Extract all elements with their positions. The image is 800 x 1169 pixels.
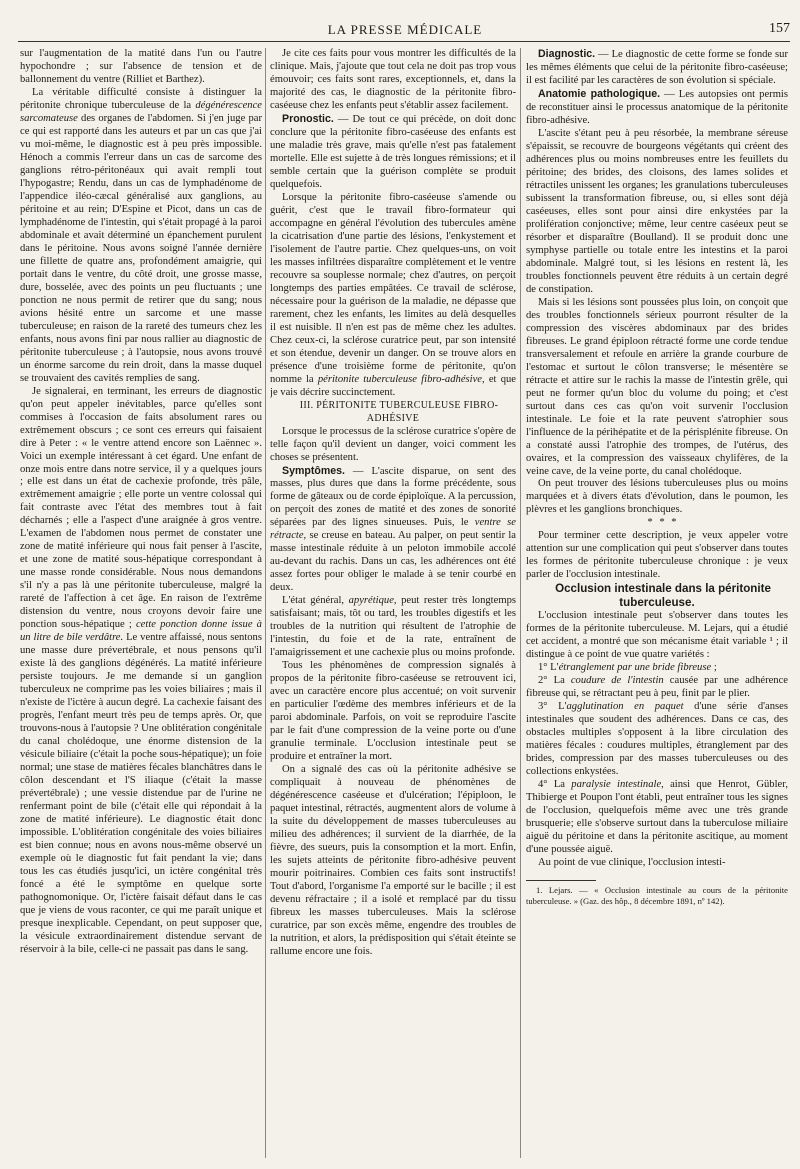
paragraph: On a signalé des cas où la péritonite adhésive se compliquait à nouveau de phénomènes de dégénérescence caséeuse et d'ulcération; l'épiploon, le paquet intestinal, rétractés, augmentent alors de volume à la suite du développement de masses tuberculeuses au milieu des adhérences; il survient de la diarrhée, de la fièvre, des sueurs, puis la consomption et la mort. Enfin, les sujets atteints de péritonite fibro-adhésive peuvent mourir poitrinaires. Combien ces faits sont instructifs! Tout d'abord, l'organisme l'a emporté sur le bacille ; il est devenu réfractaire ; il a isolé et remplacé par du tissu fibreux les masses tuberculeuses. Mais la sclérose curatrice, par son excès même, engendre des troubles de la nutrition, et alors, la prédisposition qui s'était éteinte se rallume encore une fois. bbox=[270, 764, 516, 957]
paragraph-symptomes: Symptômes. — L'ascite disparue, on sent des masses, plus dures que dans la forme précédente, sous forme de gâteaux ou de corde épiploïque. A la percussion, on perçoit des zones de matité et des zones de sonorité séparées par des lignes sinueuses. Puis, le ventre se rétracte, se creuse en bateau. Au palper, on peut sentir la masse intestinale réduite à un peloton immobile accolé au-devant du rachis. Dans un cas, les adhérences ont été assez fortes pour obliger le malade à se tenir courbé en deux. bbox=[270, 464, 516, 594]
list-item: 4° La paralysie intestinale, ainsi que Henrot, Gübler, Thibierge et Poupon l'ont établi, peut entraîner tous les signes de l'occlusion, quelquefois même avec une très grande brusquerie; elle s'observe surtout dans la tuberculose miliaire aiguë du péritoine et dans la péritonite ascitique, au moment d'une poussée aiguë. bbox=[526, 779, 788, 856]
column-divider-2 bbox=[520, 48, 521, 1158]
heading-anatomie: Anatomie pathologique. bbox=[538, 87, 661, 100]
paragraph: Mais si les lésions sont poussées plus loin, on conçoit que des troubles fonctionnels sérieux pourront résulter de la compression des viscères abdominaux par des brides fibreuses. Le grand épiploon rétracté forme une corde tendue transversalement et refoule en arrière la grande courbure de l'estomac et surtout le côlon transverse; le mésentère se rétracte et attire sur le rachis la masse de l'intestin grêle, qui peut ne former qu'un bloc du volume du poing; et c'est surtout dans ces cas qu'on voit survenir l'occlusion intestinale. Le foie et la rate peuvent s'atrophier sous l'influence de la périhépatite et de la périsplénite fibreuse. On a constaté aussi l'atrophie des trompes, de l'utérus, des ovaires, et la compression des vaisseaux chylifères, de la veine cave, de la veine porte, du canal cholédoque. bbox=[526, 296, 788, 477]
paragraph: Au point de vue clinique, l'occlusion intesti- bbox=[538, 857, 726, 869]
paragraph: Lorsque le processus de la sclérose curatrice s'opère de telle façon qu'il devient un danger, voici comment les choses se présentent. bbox=[270, 425, 516, 463]
column-3 bbox=[526, 48, 788, 1158]
header-rule bbox=[18, 41, 790, 42]
paragraph: L'ascite s'étant peu à peu résorbée, la membrane séreuse s'épaissit, se recouvre de bourgeons végétants qui créent des adhérences plus ou moins nombreuses entre les feuillets du péritoine; des brides, des cloisons, des lames solides et rétractiles unissent les organes; les granulations tuberculeuses subissent la transformation fibreuse, ou, si elles sont déjà caséeuses, elles sont pour ainsi dire enkystées par la prolifération conjonctive; même, leur centre caséeux peut se résorber et disparaître (Boulland). Il se produit donc une symphyse partielle ou totale entre les intestins et la paroi abdominale. Malgré tout, si les lésions en restent là, les troubles fonctionnels peuvent être réduits à un certain degré de constipation. bbox=[526, 127, 788, 295]
paragraph-diagnostic: Diagnostic. — Le diagnostic de cette forme se fonde sur les mêmes éléments que celui de la péritonite fibro-caséeuse; il est facilité par les caractères de son évolution si spéciale. bbox=[526, 48, 788, 86]
subheading-occlusion: Occlusion intestinale dans la péritonite tuberculeuse. bbox=[555, 582, 771, 610]
paragraph: L'état général, apyrétique, peut rester très longtemps satisfaisant; mais, tôt ou tard, les troubles digestifs et les troubles de la nutrition qui résultent de l'atrophie de l'intestin, du foie et de la rate, entraînent de l'amaigrissement et une cachexie plus ou moins profonde. bbox=[270, 595, 516, 659]
heading-diagnostic: Diagnostic. bbox=[538, 48, 596, 60]
paragraph: Lorsque la péritonite fibro-caséeuse s'amende ou guérit, c'est que le travail fibro-formateur qui accompagne en général l'évolution des tubercules amène la cicatrisation d'une partie des lésions, l'enkystement et l'isolement de l'autre partie. Chez quelques-uns, on voit les masses infiltrées disparaître complètement et le ventre recouvre sa souplesse normale; chez d'autres, on perçoit longtemps des parties empâtées. Ce travail de sclérose, nécessaire pour la guérison de la maladie, ne dépasse que rarement, chez les enfants, les limites au delà desquelles il est nuisible. Il n'en est pas de même chez les adultes. Chez ceux-ci, la sclérose curatrice peut, par son intensité et son étendue, devenir un danger. On se trouve alors en présence d'une troisième forme de péritonite, qu'on nomme la péritonite tuberculeuse fibro-adhésive, et que je vais décrire succinctement. bbox=[270, 191, 516, 398]
column-1 bbox=[20, 48, 262, 1158]
section-title: III. PÉRITONITE TUBERCULEUSE FIBRO-ADHÉSIVE bbox=[299, 399, 499, 424]
page-number: 157 bbox=[769, 21, 790, 36]
column-divider-1 bbox=[265, 48, 266, 1158]
heading-symptomes: Symptômes. bbox=[282, 464, 345, 477]
footnote bbox=[526, 885, 788, 906]
column-2 bbox=[270, 48, 516, 1158]
paragraph: La véritable difficulté consiste à distinguer la péritonite chronique tuberculeuse de la dégénérescence sarcomateuse des organes de l'abdomen. Si j'en juge par ce qui est rapporté dans les auteurs et par un cas que j'ai vu moi-même, le diagnostic est à peu près impossible. Hénoch a commis l'erreur dans un cas de sarcome des ganglions rétro-péritonéaux qui avait rempli tout l'hypogastre; Rendu, dans un cas de lymphadénome de l'appendice iléo-cæcal généralisé aux ganglions, au péritoine et au rein; D'Espine et Picot, dans un cas de lymphadénome de l'intestin, qui s'était propagé à la paroi abdominale et avait déterminé un épanchement purulent dans le péritoine. Nous avons soigné l'année dernière une fillette de quatre ans, profondément amaigrie, qui portait dans le ventre, du côté droit, une grosse masse, dure, bosselée, avec des points un peu fluctuants ; une ponction ne nous permit de retirer que du sang; nous avions hésité entre un sarcome et une masse tuberculeuse; en raison de la rareté des tumeurs chez les enfants, nous avons fini par nous rallier au diagnostic de péritonite tuberculeuse ; à l'autopsie, nous avons trouvé un énorme sarcome du rein droit, dans la masse duquel se trouvaient des cavités remplies de sang. bbox=[20, 86, 262, 384]
paragraph: Je signalerai, en terminant, les erreurs de diagnostic qu'on peut appeler inévitables, parce qu'elles sont commises à l'occasion de faits absolument rares ou extrêmement obscurs ; ce sont ces erreurs qui faisaient dire à Peter : « le ventre attend encore son Laënnec ». Voici un exemple intéressant à cet égard. Une enfant de onze mois entre dans notre service, il y a quelques jours ; elle est dans un état de cachexie profonde, très pâle, extrêmement amaigrie ; elle porte un ventre colossal qui fait contraste avec l'état des membres tout à fait décharnés ; elle a l'aspect d'une araignée à gros ventre. L'examen de l'abdomen nous permet de constater une zone de matité inférieure qui nous fait penser à l'ascite, et une zone de matité sous-hépatique correspondant à une masse ronde considérable. Nous nous demandons s'il n'y a pas là une péritonite tuberculeuse, malgré la rareté de l'affection à cet âge. En raison de l'extrême distension du ventre, nous croyons devoir faire une ponction sous-hépatique ; cette ponction donne issue à un litre de bile verdâtre. Le ventre affaissé, nous sentons une masse dure prévertébrale, et nous pensons qu'il existe là des ganglions dégénérés. La matité inférieure persiste toujours. Je me demande si un ganglion tuberculeux ne comprime pas les voies biliaires ; mais il n'existe de l'ictère à aucun degré. La cachexie faisant des progrès, l'enfant meurt très peu de temps après. Or, que trouvons-nous à l'autopsie ? Une oblitération congénitale du canal cholédoque, une énorme distension de la vésicule biliaire (c'était la poche sous-hépatique); un foie normal; une stase de matières fécales blanchâtres dans le côlon descendant et l'S iliaque (c'était la masse prévertébrale) ; une vessie distendue par de l'urine ne renfermant point de bile (c'était elle qui répondait à la zone de matité inférieure). Le diagnostic était donc impossible. L'oblitération congénitale des voies biliaires est bien connue; nous en avons nous-même observé un exemple où le diagnostic fut fait pendant la vie; dans tous les cas étudiés jusqu'ici, un ictère congénital très foncé a été le symptôme en quelque sorte pathognomonique. Or, l'ictère faisait défaut dans le cas que je viens de vous raconter, ce qui me paraît unique et presque inexplicable. Cependant, on peut supposer que, la vésicule extraordinairement distendue servant de réservoir à la bile, celle-ci ne passait pas dans le sang. bbox=[20, 385, 262, 955]
paragraph: L'occlusion intestinale peut s'observer dans toutes les formes de la péritonite tuberculeuse. M. Lejars, qui a étudié cet accident, a montré que son mécanisme était variable ¹ ; il distingue à ce point de vue quatre variétés : bbox=[526, 610, 788, 661]
heading-pronostic: Pronostic. bbox=[282, 112, 334, 125]
list-item: 1° L'étranglement par une bride fibreuse ; bbox=[538, 662, 717, 674]
paragraph: Pour terminer cette description, je veux appeler votre attention sur une complication qui peut s'observer dans toutes les formes de péritonite tuberculeuse chronique : je veux parler de l'occlusion intestinale. bbox=[526, 530, 788, 581]
paragraph-anatomie: Anatomie pathologique. — Les autopsies ont permis de reconstituer ainsi le processus anatomique de la péritonite fibro-adhésive. bbox=[526, 87, 788, 126]
section-break-stars: * * * bbox=[647, 517, 679, 529]
paragraph: Tous les phénomènes de compression signalés à propos de la péritonite fibro-caséeuse se retrouvent ici, avec un caractère encore plus accentué; on voit survenir en particulier l'œdème des membres inférieurs et de la paroi abdominale. Parfois, on voit se reproduire l'ascite par le fait d'une compression de la veine porte ou d'une granulie terminale. L'occlusion intestinale peut se produire et entraîner la mort. bbox=[270, 660, 516, 763]
page-header bbox=[20, 22, 790, 42]
paragraph: On peut trouver des lésions tuberculeuses plus ou moins marquées et à divers états d'évolution, dans le poumon, les plèvres et les ganglions bronchiques. bbox=[526, 478, 788, 516]
footnote-rule bbox=[526, 880, 596, 881]
paragraph: sur l'augmentation de la matité dans l'un ou l'autre hypochondre ; sur l'absence de tension et de ballonnement du ventre (Rilliet et Barthez). bbox=[20, 48, 262, 85]
list-item: 2° La coudure de l'intestin causée par une adhérence fibreuse qui, se rétractant peu à peu, finit par le plier. bbox=[526, 675, 788, 700]
journal-title: LA PRESSE MÉDICALE bbox=[327, 22, 483, 37]
paragraph-pronostic: Pronostic. — De tout ce qui précède, on doit donc conclure que la péritonite fibro-caséeuse des enfants est une maladie très grave, mais qu'elle n'est pas fatalement mortelle. Elle est sujette à de très longues rémissions; et il semble certain que la guérison complète se produit quelquefois. bbox=[270, 112, 516, 190]
footnote-text: 1. Lejars. — « Occlusion intestinale au cours de la péritonite tuberculeuse. » (Gaz. des hôp., 8 décembre 1891, nº 142). bbox=[526, 885, 788, 906]
paragraph: Je cite ces faits pour vous montrer les difficultés de la clinique. Mais, j'ajoute que tout cela ne doit pas trop vous émouvoir; ces faits sont rares, exceptionnels, et, dans la majorité des cas, le diagnostic de la péritonite fibro-caséeuse chez les enfants peut s'établir assez facilement. bbox=[270, 48, 516, 111]
list-item: 3° L'agglutination en paquet d'une série d'anses intestinales que soudent des adhérences. Dans ce cas, des obstacles multiples s'opposent à la libre circulation des matières fécales : coudures multiples, étranglement par des brides, compression par des masses tuberculeuses ou des collections enkystées. bbox=[526, 701, 788, 778]
